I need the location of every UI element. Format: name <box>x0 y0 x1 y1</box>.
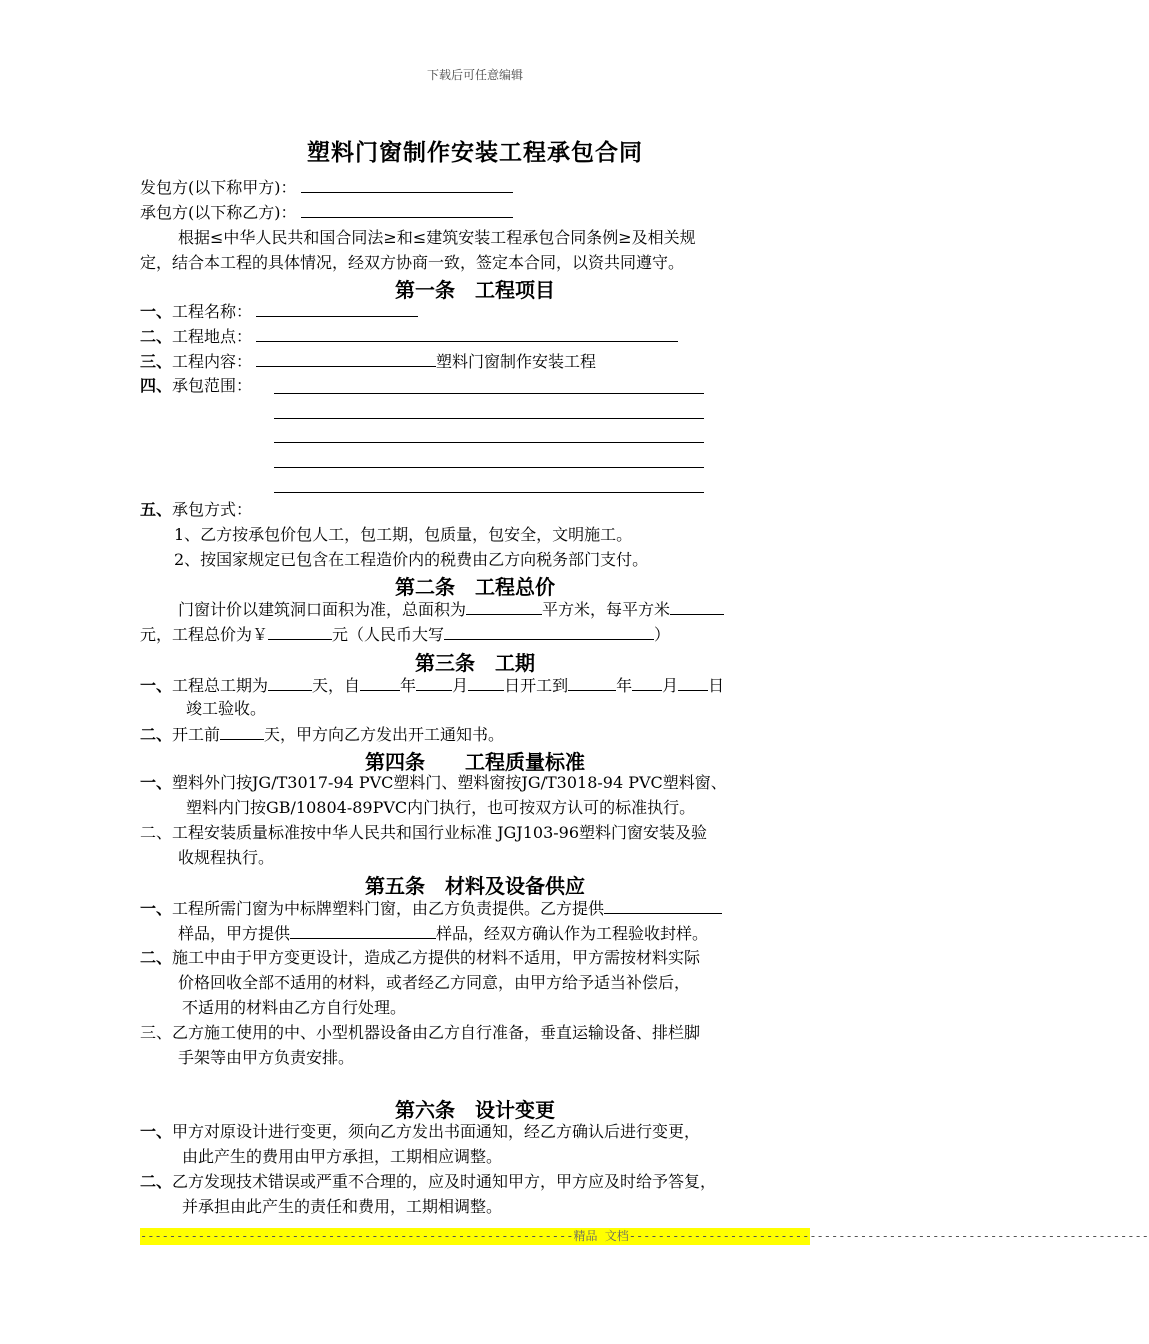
project-content-value: 塑料门窗制作安装工程 <box>436 352 597 371</box>
total-price-words-text: 元（人民币大写 <box>332 625 445 644</box>
change-1-line-1 <box>140 1121 700 1143</box>
change-2-text: 乙方发现技术错误或严重不合理的，应及时通知甲方，甲方应及时给予答复， <box>172 1172 717 1191</box>
notice-text-b: 天，甲方向乙方发出开工通知书。 <box>264 725 505 744</box>
contract-mode-1: 1、乙方按承包价包人工，包工期，包质量，包安全，文明施工。 <box>174 525 633 544</box>
year-text: 年 <box>400 676 417 695</box>
project-content-label: 工程内容： <box>172 352 253 371</box>
item-number: 二、 <box>140 1172 173 1191</box>
preamble-line-1: 根据≤中华人民共和国合同法≥和≤建筑安装工程承包合同条例≥及相关规 <box>178 228 696 247</box>
end-month-blank[interactable] <box>632 674 662 691</box>
supply-2-line-2: 价格回收全部不适用的材料，或者经乙方同意，由甲方给予适当补偿后， <box>178 973 691 992</box>
total-price-words-blank[interactable] <box>444 623 654 640</box>
quality-1-text: 塑料外门按JG/T3017-94 PVC塑料门、塑料窗按JG/T3018-94 PVC塑料窗、 <box>172 773 727 792</box>
quality-1-line-1 <box>140 772 727 794</box>
scope-blank-5[interactable] <box>274 492 704 493</box>
contract-mode-label: 承包方式： <box>172 500 253 519</box>
item-number: 二、 <box>140 725 173 744</box>
contractor-sample-blank[interactable] <box>604 897 722 914</box>
contract-mode-line <box>140 499 252 521</box>
area-blank[interactable] <box>466 598 542 615</box>
scope-blank-2[interactable] <box>274 418 704 419</box>
quality-2-line-1 <box>140 822 707 844</box>
quality-2-text: 工程安装质量标准按中华人民共和国行业标准 JGJ103-96塑料门窗安装及验 <box>172 823 708 842</box>
contractor-label: 承包方(以下称乙方)： <box>140 203 297 222</box>
supply-3-line-2: 手架等由甲方负责安排。 <box>178 1048 355 1067</box>
scope-blank-1[interactable] <box>274 393 704 394</box>
item-number: 二、 <box>140 948 173 967</box>
change-2-line-1 <box>140 1171 716 1193</box>
article-5-heading: 第五条 材料及设备供应 <box>365 874 585 898</box>
supply-2-text: 施工中由于甲方变更设计，造成乙方提供的材料不适用，甲方需按材料实际 <box>172 948 701 967</box>
document-title: 塑料门窗制作安装工程承包合同 <box>307 139 643 166</box>
item-number: 五、 <box>140 500 173 519</box>
day-text: 日 <box>708 676 725 695</box>
employer-blank[interactable] <box>301 176 513 193</box>
duration-line-cont: 竣工验收。 <box>186 699 267 718</box>
area-line <box>178 598 724 621</box>
item-number: 一、 <box>140 1122 173 1141</box>
preamble-line-2: 定，结合本工程的具体情况，经双方协商一致，签定本合同，以资共同遵守。 <box>140 253 685 272</box>
closing-paren: ） <box>654 625 671 644</box>
supply-3-line-1 <box>140 1022 700 1044</box>
duration-text: 工程总工期为 <box>172 676 269 695</box>
days-blank[interactable] <box>268 674 312 691</box>
footer-banner <box>140 1228 1149 1245</box>
page-header-note: 下载后可任意编辑 <box>426 68 523 82</box>
duration-line <box>140 674 724 697</box>
item-number: 三、 <box>140 352 173 371</box>
item-number: 一、 <box>140 899 173 918</box>
project-location-label: 工程地点： <box>172 327 253 346</box>
footer-dashes-left: ------------------------------------------------------------ <box>140 1229 574 1243</box>
article-6-heading: 第六条 设计变更 <box>395 1098 555 1122</box>
scope-blank-3[interactable] <box>274 442 704 443</box>
item-number: 二、 <box>140 327 173 346</box>
item-number: 一、 <box>140 302 173 321</box>
contractor-line <box>140 201 513 224</box>
unit-price-blank[interactable] <box>670 598 724 615</box>
month-text: 月 <box>452 676 469 695</box>
supply-1-text: 工程所需门窗为中标牌塑料门窗，由乙方负责提供。乙方提供 <box>172 899 605 918</box>
supply-3-text: 乙方施工使用的中、小型机器设备由乙方自行准备，垂直运输设备、排栏脚 <box>172 1023 701 1042</box>
employer-sample-text: 样品，甲方提供 <box>178 924 291 943</box>
start-month-blank[interactable] <box>416 674 452 691</box>
scope-blank-4[interactable] <box>274 467 704 468</box>
contractor-blank[interactable] <box>301 201 513 218</box>
quality-2-line-2: 收规程执行。 <box>178 848 275 867</box>
project-content-line <box>140 350 596 373</box>
contract-mode-2: 2、按国家规定已包含在工程造价内的税费由乙方向税务部门支付。 <box>174 550 649 569</box>
notice-days-blank[interactable] <box>220 723 264 740</box>
employer-line <box>140 176 513 199</box>
scope-label: 承包范围： <box>172 376 253 395</box>
end-day-blank[interactable] <box>678 674 708 691</box>
notice-text-a: 开工前 <box>172 725 221 744</box>
month-text: 月 <box>662 676 679 695</box>
change-2-line-2: 并承担由此产生的责任和费用，工期相调整。 <box>182 1197 503 1216</box>
item-number: 四、 <box>140 376 173 395</box>
area-text: 门窗计价以建筑洞口面积为准，总面积为 <box>178 600 467 619</box>
total-price-text: 元，工程总价为￥ <box>140 625 269 644</box>
article-1-heading: 第一条 工程项目 <box>395 278 555 302</box>
total-price-line <box>140 623 670 646</box>
supply-1-line-1 <box>140 897 722 920</box>
change-1-text: 甲方对原设计进行变更，须向乙方发出书面通知，经乙方确认后进行变更， <box>172 1122 701 1141</box>
footer-dashes-right: ------------------------------------------------------------------------ <box>628 1229 1149 1243</box>
project-location-line <box>140 325 678 348</box>
article-4-heading: 第四条 工程质量标准 <box>365 750 585 774</box>
project-content-blank[interactable] <box>256 350 436 367</box>
item-number: 三、 <box>140 1023 173 1042</box>
unit-price-text: 平方米，每平方米 <box>542 600 671 619</box>
employer-sample-blank[interactable] <box>290 922 436 939</box>
scope-line <box>140 375 252 397</box>
total-price-blank[interactable] <box>268 623 332 640</box>
start-to-text: 日开工到 <box>504 676 569 695</box>
article-2-heading: 第二条 工程总价 <box>395 575 555 599</box>
end-year-blank[interactable] <box>568 674 616 691</box>
employer-label: 发包方(以下称甲方)： <box>140 178 297 197</box>
quality-1-line-2: 塑料内门按GB/10804-89PVC内门执行，也可按双方认可的标准执行。 <box>186 798 696 817</box>
project-location-blank[interactable] <box>256 325 678 342</box>
item-number: 一、 <box>140 676 173 695</box>
start-year-blank[interactable] <box>360 674 400 691</box>
item-number: 一、 <box>140 773 173 792</box>
start-day-blank[interactable] <box>468 674 504 691</box>
footer-label: 精品 文档 <box>573 1229 629 1243</box>
supply-1-line-2 <box>178 922 708 945</box>
article-3-heading: 第三条 工期 <box>415 651 535 675</box>
item-number: 二、 <box>140 823 173 842</box>
project-name-line <box>140 300 418 323</box>
change-1-line-2: 由此产生的费用由甲方承担，工期相应调整。 <box>182 1147 503 1166</box>
notice-line <box>140 723 504 746</box>
from-text: 天，自 <box>312 676 361 695</box>
sample-confirm-text: 样品，经双方确认作为工程验收封样。 <box>436 924 709 943</box>
supply-2-line-3: 不适用的材料由乙方自行处理。 <box>182 998 407 1017</box>
year-text: 年 <box>616 676 633 695</box>
project-name-blank[interactable] <box>256 300 418 317</box>
supply-2-line-1 <box>140 947 700 969</box>
project-name-label: 工程名称： <box>172 302 253 321</box>
